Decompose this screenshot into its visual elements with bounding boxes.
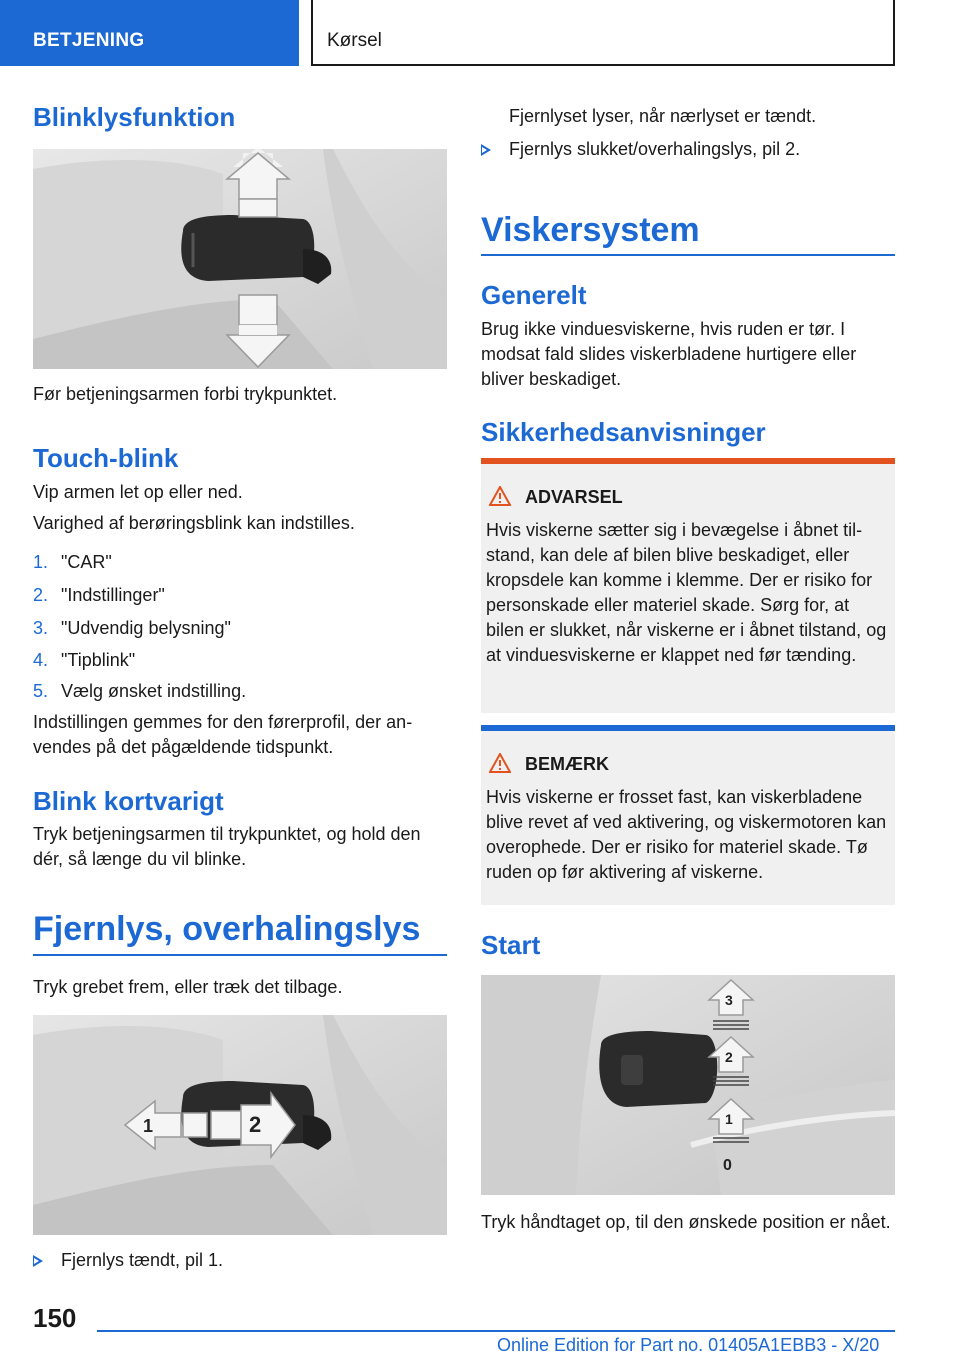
list-text: "Udvendig belysning" [61,618,231,638]
heading-start: Start [481,930,541,960]
figure-turn-signal-stalk [33,149,447,369]
kortvarigt-text: Tryk betjeningsarmen til trykpunktet, og hold den dér, så længe du vil blinke. [33,824,421,869]
touch-text-2: Varighed af berøringsblink kan indstilles. [33,513,355,533]
turn-signal-stalk-illustration [33,149,447,369]
arrow-label-1: 1 [143,1116,154,1136]
footer-rule [97,1330,895,1332]
warning-title: ADVARSEL [525,487,623,507]
notice-text: Hvis viskerne er frosset fast, kan viskerbladene blive revet af ved aktivering, og viskermotoren kan overophede. Der er risiko for materiel skade. Tø ruden op før aktivering af viskerne. [486,787,887,882]
notice-box [481,725,895,905]
triangle-bullet-icon [481,144,491,156]
list-number: 4. [33,650,49,670]
generelt-text: Brug ikke vinduesviskerne, hvis ruden er tør. I modsat fald slides viskerbladene hurtigere eller bliver beskadiget. [481,319,857,389]
bullet-continuation: Fjernlyset lyser, når nærlyset er tændt. [509,106,817,126]
touch-text-1: Vip armen let op eller ned. [33,482,243,502]
start-text: Tryk håndtaget op, til den ønskede position er nået. [481,1212,891,1232]
heading-blink-kortvarigt: Blink kortvarigt [33,786,224,816]
warning-triangle-icon [489,486,511,506]
wiper-stalk-illustration [481,975,895,1195]
heading-sikkerhed: Sikkerhedsanvisninger [481,417,766,447]
fjernlys-text: Tryk grebet frem, eller træk det tilbage. [33,977,343,997]
warning-bar [481,458,895,464]
list-number: 2. [33,585,49,605]
high-beam-stalk-illustration [33,1015,447,1235]
list-number: 1. [33,552,49,572]
heading-generelt: Generelt [481,280,587,310]
chapter-title: Kørsel [327,30,382,51]
position-label-3: 3 [725,992,733,1008]
notice-triangle-icon [489,753,511,773]
caption-blinklys: Før betjeningsarmen forbi trykpunktet. [33,384,338,404]
heading-blinklysfunktion: Blinklysfunktion [33,102,236,132]
triangle-bullet-icon [33,1255,43,1267]
heading-rule [481,254,895,256]
heading-fjernlys: Fjernlys, overhalingslys [33,910,421,948]
bullet-text: Fjernlys tændt, pil 1. [61,1250,224,1270]
list-text: Vælg ønsket indstilling. [61,681,247,701]
position-label-0: 0 [723,1157,732,1174]
heading-rule [33,954,447,956]
notice-bar [481,725,895,731]
heading-touch-blink: Touch-blink [33,443,179,473]
list-text: "Tipblink" [61,650,136,670]
list-text: "Indstillinger" [61,585,165,605]
list-number: 5. [33,681,49,701]
arrow-label-2: 2 [249,1112,262,1137]
list-number: 3. [33,618,49,638]
edition-text: Online Edition for Part no. 01405A1EBB3 - X/20 [497,1335,880,1355]
position-label-1: 1 [725,1111,733,1127]
warning-box [481,458,895,713]
list-text: "CAR" [61,552,112,572]
heading-viskersystem: Viskersystem [481,211,700,249]
section-tab [0,0,299,66]
page-number: 150 [33,1303,77,1333]
bullet-text: Fjernlys slukket/overhalingslys, pil 2. [509,139,801,159]
position-label-2: 2 [725,1049,733,1065]
figure-high-beam-stalk [33,1015,447,1235]
steps-followup: Indstillingen gemmes for den førerprofil, der anvendes på det pågældende tidspunkt. [33,712,413,757]
notice-title: BEMÆRK [525,754,609,774]
figure-wiper-stalk [481,975,895,1195]
section-title: BETJENING [33,30,145,51]
chapter-tab [311,0,895,66]
warning-text: Hvis viskerne sætter sig i bevægelse i åbnet tilstand, kan dele af bilen blive beskadiget, eller kropsdele kan komme i klemme. Der er risiko for personskade eller materiel skade. Sørg for, at bilen er slukket, når viskerne er i åbnet tilstand, og at vinduesviskerne er klappet ned før tænding. [486,520,887,665]
